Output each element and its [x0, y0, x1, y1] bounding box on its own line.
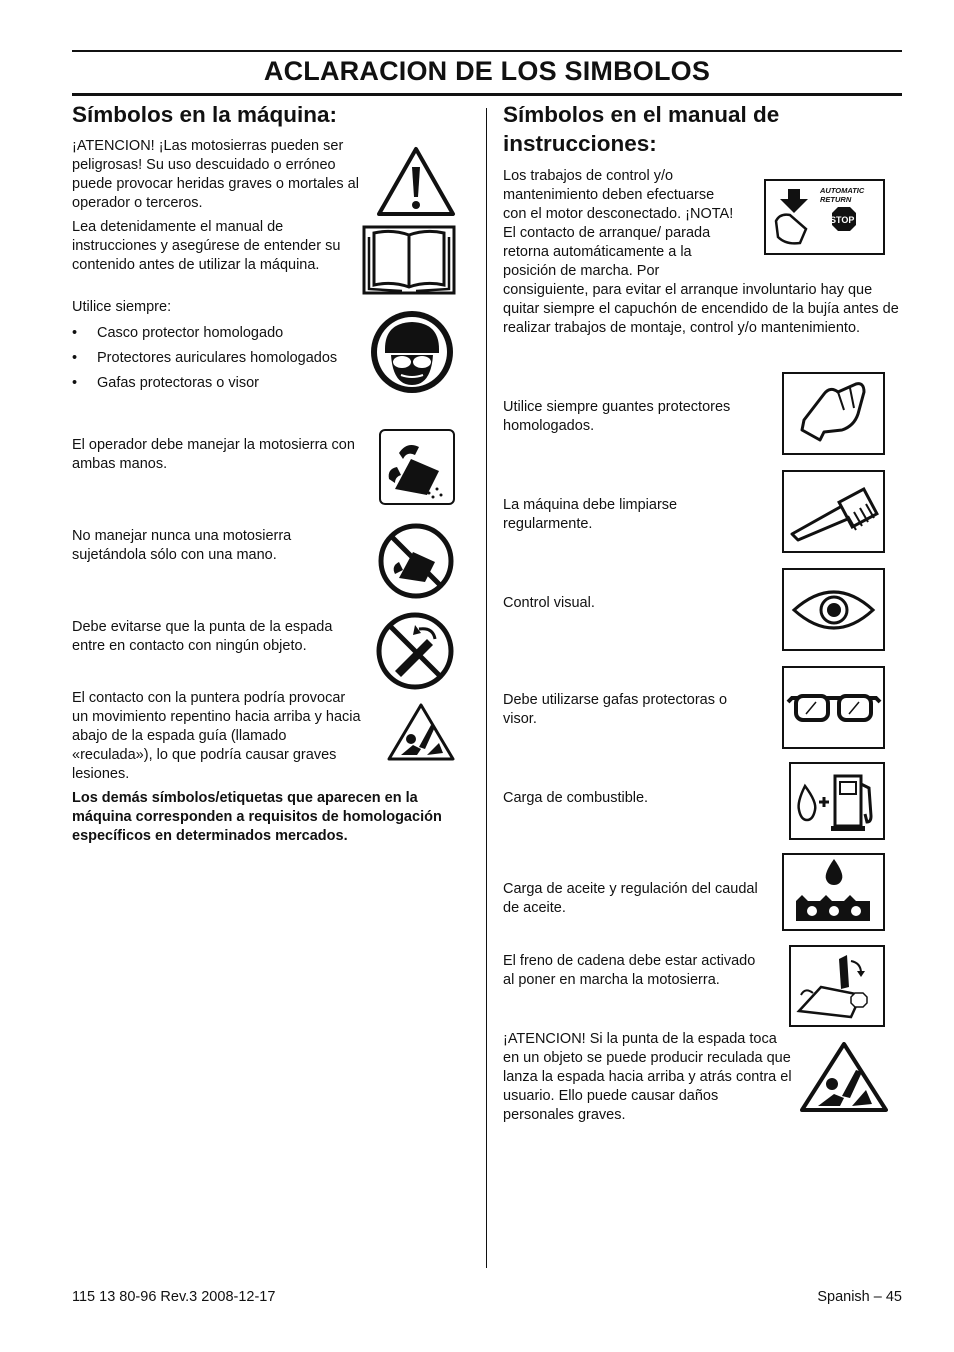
oil-chain-icon	[782, 853, 885, 931]
left-heading: Símbolos en la máquina:	[72, 102, 338, 127]
oil-text: Carga de aceite y regulación del caudal de aceite.	[503, 881, 758, 916]
column-divider	[486, 108, 487, 1268]
goggles-text: Debe utilizarse gafas protectoras o visor.	[503, 692, 728, 727]
glasses-icon	[782, 666, 885, 749]
stop-label: STOP	[830, 215, 855, 225]
kickback-warning-large-icon	[800, 1042, 888, 1112]
gloves-icon	[782, 372, 885, 455]
automatic-return-stop-icon	[764, 179, 885, 255]
brake-text: El freno de cadena debe estar activado al poner en marcha la motosierra.	[503, 953, 756, 988]
warning-triangle-icon	[376, 145, 456, 217]
return-label: RETURN	[820, 195, 852, 204]
list-item: • Protectores auriculares homologados	[72, 349, 352, 368]
fuel-pump-icon	[789, 762, 885, 840]
open-book-icon	[362, 225, 456, 295]
title-underline	[72, 93, 902, 96]
two-hands-chainsaw-icon	[379, 429, 455, 505]
fuel-text: Carga de combustible.	[503, 790, 649, 806]
chain-brake-start-icon	[789, 945, 885, 1027]
one-hand-text: No manejar nunca una motosierra sujetándola sólo con una mano.	[72, 528, 292, 563]
no-tip-contact-icon	[375, 611, 455, 691]
note-text-part1: Los trabajos de control y/o mantenimiento deben efectuarse con el motor desconectado. ¡NOTA! El contacto de arranque/ parada retorna automáticamente a la posición de marcha. Por	[503, 168, 734, 279]
warning-text: ¡ATENCION! ¡Las motosierras pueden ser peligrosas! Su uso descuidado o erróneo puede provocar heridas graves o mortales al operador o terceros.	[72, 138, 359, 211]
clean-text: La máquina debe limpiarse regularmente.	[503, 497, 678, 532]
right-heading: Símbolos en el manual de instrucciones:	[503, 102, 780, 156]
kickback-text: El contacto con la puntera podría provocar un movimiento repentino hacia arriba y hacia abajo de la espada guía (llamado «reculada»), lo que podría causar graves lesiones.	[72, 690, 361, 782]
automatic-label: AUTOMATIC	[820, 186, 865, 195]
list-item: • Gafas protectoras o visor	[72, 374, 352, 393]
top-rule	[72, 50, 902, 52]
list-item: • Casco protector homologado	[72, 324, 352, 343]
helmet-ear-eye-protection-icon	[369, 309, 455, 395]
other-symbols-text: Los demás símbolos/etiquetas que aparecen en la máquina corresponden a requisitos de homologación específicos en determinados mercados.	[72, 790, 442, 844]
document-id: 115 13 80-96 Rev.3 2008-12-17	[72, 1289, 276, 1305]
kickback-warning-text: ¡ATENCION! Si la punta de la espada toca en un objeto se puede producir reculada que lanza la espada hacia arriba y atrás contra el usuario. Ello puede causar daños personales graves.	[503, 1031, 792, 1123]
kickback-warning-icon	[387, 703, 455, 761]
visual-text: Control visual.	[503, 595, 595, 611]
brush-icon	[782, 470, 885, 553]
ppe-list	[72, 324, 352, 393]
eye-icon	[782, 568, 885, 651]
note-text-part2: consiguiente, para evitar el arranque involuntario hay que quitar siempre el capuchón de encendido de la bujía antes de realizar trabajos de montaje, control y/o mantenimiento.	[503, 282, 899, 336]
page-number: Spanish – 45	[817, 1289, 902, 1305]
gloves-text: Utilice siempre guantes protectores homologados.	[503, 399, 731, 434]
no-one-hand-icon	[377, 522, 455, 600]
read-manual-text: Lea detenidamente el manual de instrucciones y asegúrese de entender su contenido antes de utilizar la máquina.	[72, 219, 341, 273]
tip-contact-text: Debe evitarse que la punta de la espada entre en contacto con ningún objeto.	[72, 619, 333, 654]
page-title: ACLARACION DE LOS SIMBOLOS	[263, 56, 711, 86]
two-hands-text: El operador debe manejar la motosierra con ambas manos.	[72, 437, 355, 472]
always-use-text: Utilice siempre:	[72, 299, 172, 315]
